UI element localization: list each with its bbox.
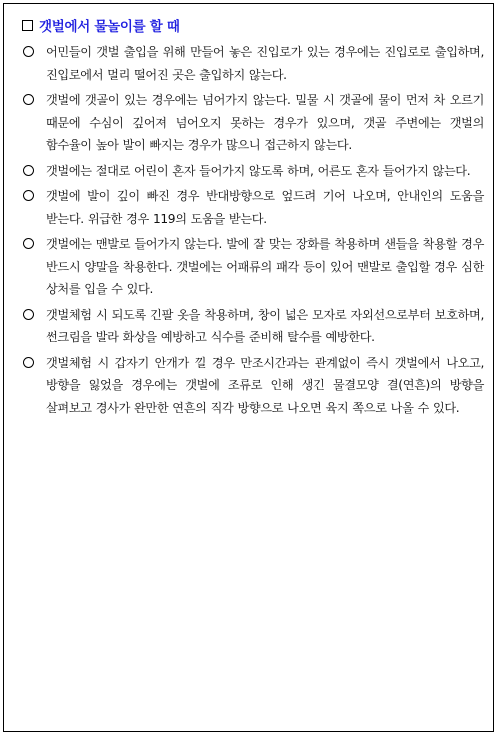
circle-bullet-icon	[23, 165, 34, 176]
list-item	[22, 41, 484, 86]
square-bullet-icon	[22, 20, 33, 31]
section-heading	[22, 14, 180, 36]
list-item	[22, 304, 484, 349]
circle-bullet-icon	[23, 309, 34, 320]
list-item	[22, 233, 484, 301]
list-item-text: 갯벌에는 맨발로 들어가지 않는다. 발에 잘 맞는 장화를 착용하며 샌들을 착용할 경우 반드시 양말을 착용한다. 갯벌에는 어패류의 패각 등이 있어 맨발로 출입할 경우 심한 상처를 입을 수 있다.	[46, 237, 484, 296]
list-item-text: 갯벌체험 시 되도록 긴팔 옷을 착용하며, 창이 넓은 모자로 자외선으로부터 보호하며, 썬크림을 발라 화상을 예방하고 식수를 준비해 탈수를 예방한다.	[46, 307, 484, 344]
list-item-text: 갯벌에 갯골이 있는 경우에는 넘어가지 않는다. 밀물 시 갯골에 물이 먼저 차 오르기 때문에 수심이 깊어져 넘어오지 못하는 경우가 있으며, 갯골 주변에는 갯벌의 함수율이 높아 발이 빠지는 경우가 많으니 접근하지 않는다.	[46, 93, 484, 152]
list-item	[22, 89, 484, 157]
circle-bullet-icon	[23, 238, 34, 249]
list-item	[22, 160, 484, 183]
circle-bullet-icon	[23, 357, 34, 368]
section-title: 갯벌에서 물놀이를 할 때	[39, 19, 180, 35]
list-item-text: 갯벌체험 시 갑자기 안개가 낄 경우 만조시간과는 관계없이 즉시 갯벌에서 나오고, 방향을 잃었을 경우에는 갯벌에 조류로 인해 생긴 물결모양 결(연흔)의 방향을 살펴보고 경사가 완만한 연흔의 직각 방향으로 나오면 육지 쪽으로 나올 수 있다.	[46, 355, 484, 415]
list-item	[22, 185, 484, 230]
list-item-text: 갯벌에는 절대로 어린이 혼자 들어가지 않도록 하며, 어른도 혼자 들어가지 않는다.	[46, 163, 471, 178]
list-item	[22, 352, 484, 420]
list-item-text: 갯벌에 발이 깊이 빠진 경우 반대방향으로 엎드려 기어 나오며, 안내인의 도움을 받는다. 위급한 경우 119의 도움을 받는다.	[46, 189, 484, 226]
list-item-text: 어민들이 갯벌 출입을 위해 만들어 놓은 진입로가 있는 경우에는 진입로로 출입하며, 진입로에서 멀리 떨어진 곳은 출입하지 않는다.	[46, 45, 484, 82]
circle-bullet-icon	[23, 190, 34, 201]
circle-bullet-icon	[23, 46, 34, 57]
circle-bullet-icon	[23, 94, 34, 105]
safety-rules-list	[22, 41, 484, 422]
